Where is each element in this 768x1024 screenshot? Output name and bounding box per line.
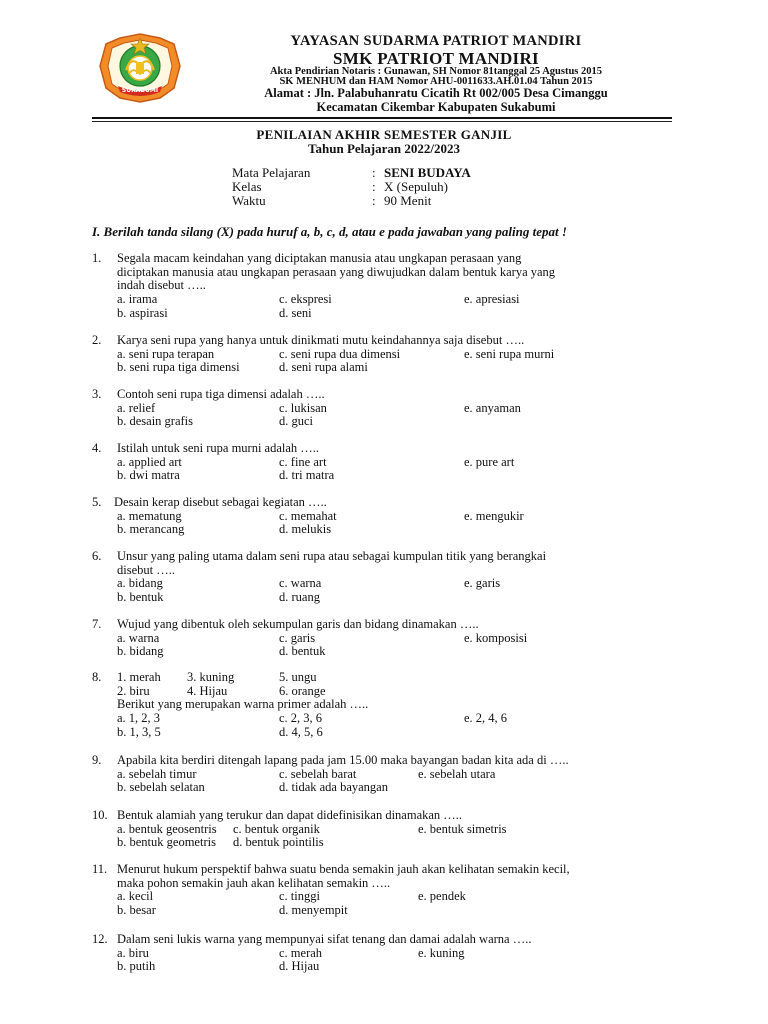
meta-value: 90 Menit	[384, 193, 432, 208]
question-number: 4.	[92, 441, 102, 455]
meta-label: Kelas	[232, 179, 262, 194]
option-d[interactable]: d. guci	[279, 414, 314, 429]
option-d[interactable]: d. tidak ada bayangan	[279, 780, 388, 795]
question-stem: maka pohon semakin jauh akan kelihatan semakin …..	[117, 875, 391, 890]
meta-colon: :	[372, 179, 376, 194]
exam-year: Tahun Pelajaran 2022/2023	[308, 141, 460, 156]
option-e[interactable]: e. bentuk simetris	[418, 821, 507, 836]
option-c[interactable]: c. sebelah barat	[279, 766, 357, 781]
question-stem: Unsur yang paling utama dalam seni rupa atau sebagai kumpulan titik yang berangkai	[117, 549, 547, 563]
exam-title: PENILAIAN AKHIR SEMESTER GANJIL	[256, 127, 512, 142]
option-e[interactable]: e. seni rupa murni	[464, 346, 555, 361]
question-number: 3.	[92, 387, 102, 401]
question-stem: Dalam seni lukis warna yang mempunyai sifat tenang dan damai adalah warna …..	[117, 932, 532, 946]
header-divider-thick	[92, 117, 672, 119]
question-7	[92, 618, 692, 659]
option-b[interactable]: b. putih	[117, 959, 156, 974]
option-a[interactable]: a. sebelah timur	[117, 766, 197, 781]
option-d[interactable]: d. melukis	[279, 522, 332, 537]
question-stem: Berikut yang merupakan warna primer adalah …..	[117, 697, 369, 712]
option-d[interactable]: d. menyempit	[279, 903, 348, 918]
option-a[interactable]: a. kecil	[117, 889, 154, 904]
question-12	[92, 933, 692, 974]
question-number: 10.	[92, 808, 108, 822]
option-c[interactable]: c. seni rupa dua dimensi	[279, 346, 401, 361]
header-divider-thin	[92, 121, 672, 122]
color-item: 6. orange	[279, 683, 326, 698]
option-c[interactable]: c. ekspresi	[279, 292, 332, 307]
question-1	[92, 252, 692, 320]
option-d[interactable]: d. seni	[279, 305, 312, 320]
option-a[interactable]: a. 1, 2, 3	[117, 711, 161, 726]
question-number: 6.	[92, 549, 102, 563]
option-c[interactable]: c. fine art	[279, 454, 327, 469]
option-c[interactable]: c. lukisan	[279, 400, 327, 415]
option-b[interactable]: b. merancang	[117, 522, 185, 537]
foundation-name: YAYASAN SUDARMA PATRIOT MANDIRI	[290, 33, 582, 49]
option-b[interactable]: b. 1, 3, 5	[117, 724, 161, 739]
question-number: 11.	[92, 862, 108, 876]
option-e[interactable]: e. garis	[464, 576, 501, 591]
option-b[interactable]: b. desain grafis	[117, 414, 194, 429]
option-b[interactable]: b. seni rupa tiga dimensi	[117, 360, 240, 375]
color-item: 1. merah	[117, 670, 161, 684]
address-line-1: Alamat : Jln. Palabuhanratu Cicatih Rt 002/005 Desa Cimanggu	[264, 86, 608, 100]
question-stem: Contoh seni rupa tiga dimensi adalah …..	[117, 387, 325, 401]
question-number: 1.	[92, 251, 102, 265]
color-list	[117, 671, 692, 698]
option-c[interactable]: c. bentuk organik	[233, 821, 320, 836]
question-stem: indah disebut …..	[117, 278, 206, 293]
option-d[interactable]: d. seni rupa alami	[279, 360, 368, 375]
option-b[interactable]: b. besar	[117, 903, 156, 918]
question-9	[92, 754, 692, 795]
option-e[interactable]: e. komposisi	[464, 630, 528, 645]
option-b[interactable]: b. bentuk	[117, 590, 164, 605]
question-stem: Desain kerap disebut sebagai kegiatan …..	[114, 495, 327, 509]
option-a[interactable]: a. biru	[117, 945, 149, 960]
option-e[interactable]: e. mengukir	[464, 508, 524, 523]
question-6	[92, 550, 692, 605]
option-a[interactable]: a. mematung	[117, 508, 182, 523]
meta-value: SENI BUDAYA	[384, 165, 471, 180]
question-stem: Menurut hukum perspektif bahwa suatu benda semakin jauh akan kelihatan semakin kecil,	[117, 862, 570, 876]
option-a[interactable]: a. applied art	[117, 454, 182, 469]
question-stem: Apabila kita berdiri ditengah lapang pada jam 15.00 maka bayangan badan kita ada di …..	[117, 753, 569, 767]
option-a[interactable]: a. seni rupa terapan	[117, 346, 215, 361]
option-d[interactable]: d. 4, 5, 6	[279, 724, 323, 739]
notary-line: Akta Pendirian Notaris : Gunawan, SH Nomor 81tanggal 25 Agustus 2015	[269, 66, 603, 77]
option-b[interactable]: b. bentuk geometris	[117, 835, 216, 850]
question-10	[92, 809, 692, 850]
option-b[interactable]: b. aspirasi	[117, 305, 168, 320]
meta-value: X (Sepuluh)	[384, 179, 448, 194]
option-a[interactable]: a. bentuk geosentris	[117, 821, 217, 836]
option-e[interactable]: e. kuning	[418, 945, 465, 960]
question-number: 5.	[92, 495, 102, 509]
school-name: SMK PATRIOT MANDIRI	[333, 49, 539, 68]
option-b[interactable]: b. bidang	[117, 644, 164, 659]
option-d[interactable]: d. bentuk pointilis	[233, 835, 324, 850]
question-3	[92, 388, 692, 429]
question-stem: Wujud yang dibentuk oleh sekumpulan garis dan bidang dinamakan …..	[117, 617, 479, 631]
question-number: 12.	[92, 932, 108, 946]
color-item: 3. kuning	[187, 670, 235, 684]
option-b[interactable]: b. dwi matra	[117, 468, 180, 483]
option-a[interactable]: a. relief	[117, 400, 156, 415]
meta-label: Mata Pelajaran	[232, 165, 311, 180]
option-b[interactable]: b. sebelah selatan	[117, 780, 205, 795]
option-c[interactable]: c. 2, 3, 6	[279, 711, 323, 726]
meta-colon: :	[372, 193, 376, 208]
option-c[interactable]: c. merah	[279, 945, 323, 960]
option-d[interactable]: d. ruang	[279, 590, 320, 605]
option-c[interactable]: c. garis	[279, 630, 316, 645]
section-instruction: I. Berilah tanda silang (X) pada huruf a, b, c, d, atau e pada jawaban yang paling tepat !	[92, 224, 567, 239]
school-logo	[96, 30, 184, 106]
question-4	[92, 442, 692, 483]
option-e[interactable]: e. pendek	[418, 889, 466, 904]
meta-colon: :	[372, 165, 376, 180]
question-8	[92, 671, 692, 739]
logo-label: SUKABUMI	[121, 87, 159, 94]
option-d[interactable]: d. tri matra	[279, 468, 335, 483]
option-a[interactable]: a. bidang	[117, 576, 163, 591]
option-a[interactable]: a. irama	[117, 292, 158, 307]
question-number: 8.	[92, 670, 102, 684]
question-2	[92, 334, 692, 375]
decree-line: SK MENHUM dan HAM Nomor AHU-0011633.AH.01.04 Tahun 2015	[279, 76, 593, 87]
option-d[interactable]: d. Hijau	[279, 959, 320, 974]
question-stem: Istilah untuk seni rupa murni adalah …..	[117, 441, 320, 455]
question-5	[92, 496, 692, 537]
address-line-2: Kecamatan Cikembar Kabupaten Sukabumi	[316, 100, 556, 114]
option-c[interactable]: c. warna	[279, 576, 322, 591]
question-number: 2.	[92, 333, 102, 347]
option-c[interactable]: c. memahat	[279, 508, 337, 523]
option-e[interactable]: e. 2, 4, 6	[464, 711, 508, 726]
color-item: 2. biru	[117, 683, 150, 698]
question-stem: Karya seni rupa yang hanya untuk dinikmati mutu keindahannya saja disebut …..	[117, 333, 525, 347]
color-item: 4. Hijau	[187, 683, 228, 698]
question-stem: Bentuk alamiah yang terukur dan dapat didefinisikan dinamakan …..	[117, 808, 463, 822]
option-e[interactable]: e. anyaman	[464, 400, 521, 415]
question-stem: disebut …..	[117, 562, 175, 577]
option-e[interactable]: e. apresiasi	[464, 292, 520, 307]
question-stem: Segala macam keindahan yang diciptakan manusia atau ungkapan perasaan yang	[117, 251, 522, 265]
question-number: 7.	[92, 617, 102, 631]
option-e[interactable]: e. pure art	[464, 454, 515, 469]
question-number: 9.	[92, 753, 102, 767]
option-d[interactable]: d. bentuk	[279, 644, 326, 659]
option-e[interactable]: e. sebelah utara	[418, 766, 496, 781]
color-item: 5. ungu	[279, 670, 317, 684]
option-c[interactable]: c. tinggi	[279, 889, 320, 904]
question-11	[92, 863, 692, 918]
question-stem: diciptakan manusia atau ungkapan perasaan yang diwujudkan dalam bentuk karya yang	[117, 264, 556, 279]
meta-label: Waktu	[232, 193, 266, 208]
option-a[interactable]: a. warna	[117, 630, 160, 645]
